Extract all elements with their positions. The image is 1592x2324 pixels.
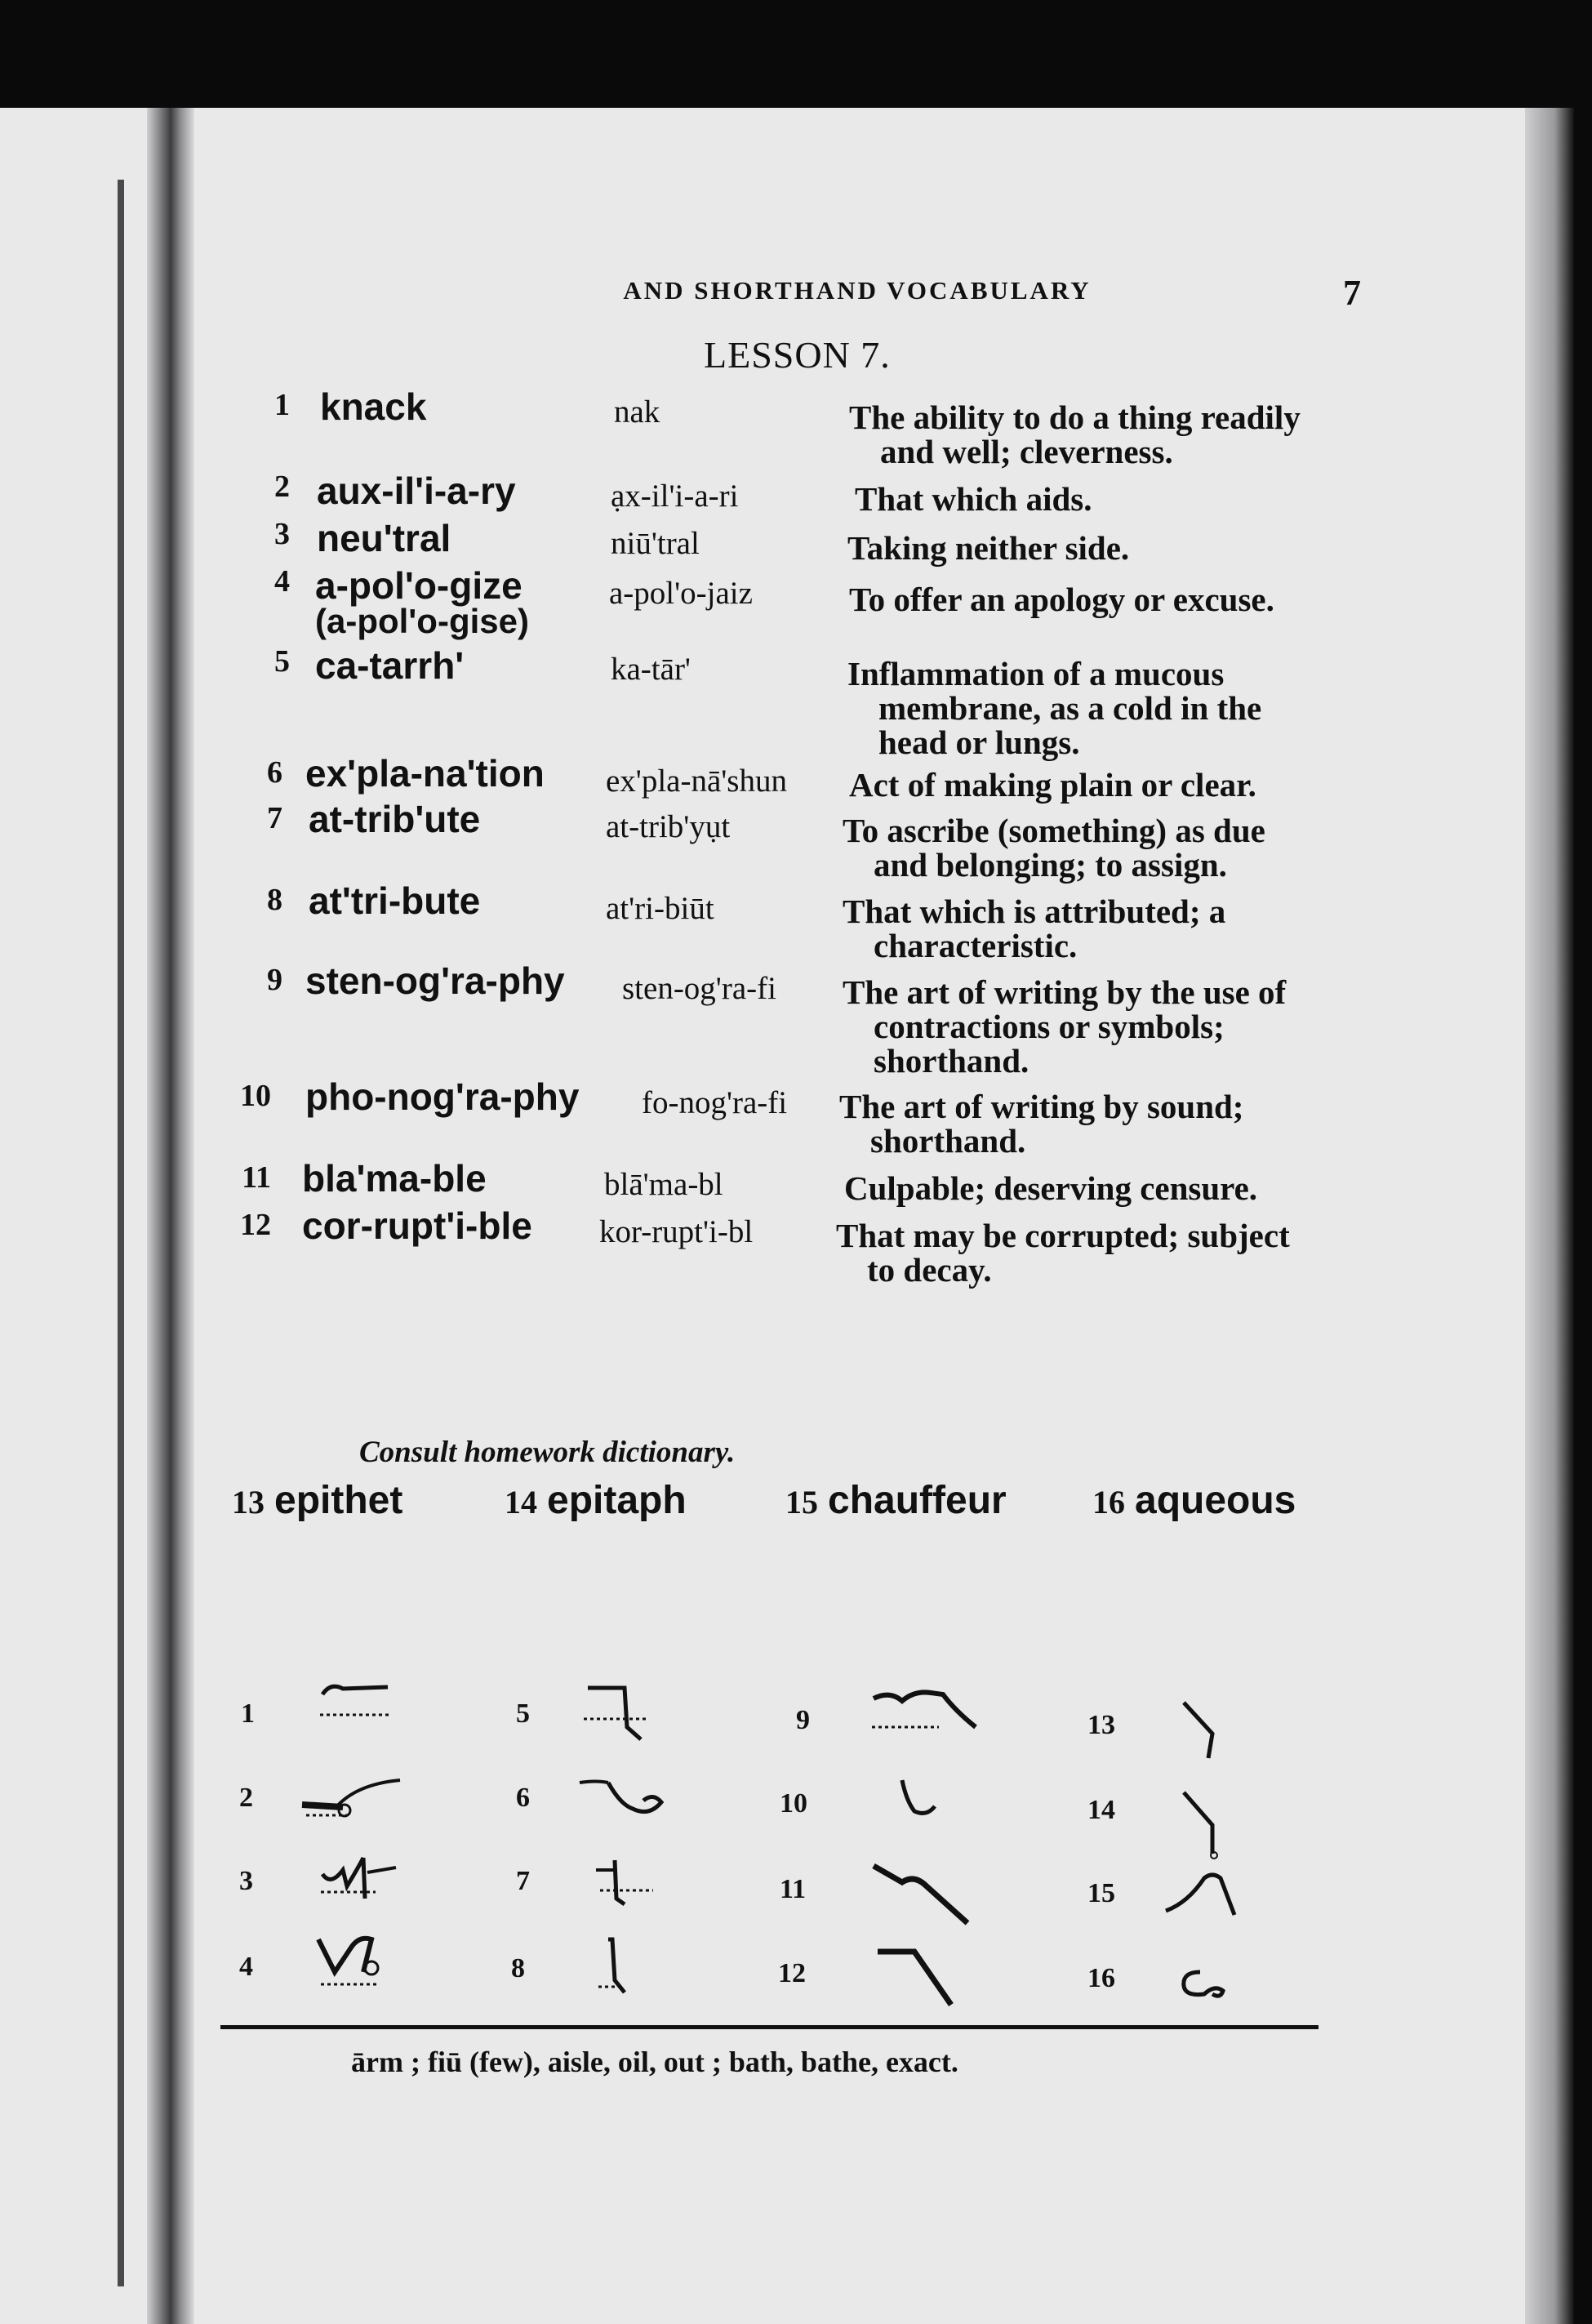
homework-number: 15 [785, 1484, 818, 1520]
consult-note: Consult homework dictionary. [359, 1436, 736, 1469]
entry-definition [847, 657, 1592, 759]
definition-line: Culpable; deserving censure. [844, 1169, 1258, 1207]
entry-pronunciation: ka-tār' [611, 652, 691, 687]
entry-number: 5 [274, 644, 290, 679]
shorthand-number: 2 [239, 1783, 253, 1813]
entry-number: 8 [267, 883, 282, 917]
shorthand-outline-5 [580, 1678, 686, 1756]
entry-word: aux-il'i-a-ry [317, 470, 516, 512]
homework-number: 13 [232, 1484, 265, 1520]
entry-number: 6 [267, 755, 282, 790]
shorthand-number: 11 [780, 1874, 807, 1904]
entry-number: 1 [274, 388, 290, 422]
entry-definition [839, 1089, 1592, 1158]
homework-word [1092, 1478, 1296, 1523]
definition-line: Taking neither side. [847, 529, 1130, 567]
definition-line: To offer an apology or excuse. [849, 581, 1274, 618]
shorthand-outline-11 [865, 1854, 988, 1943]
shorthand-outline-12 [874, 1939, 972, 2029]
shorthand-number: 13 [1087, 1710, 1115, 1740]
entry-definition [849, 400, 1592, 469]
entry-definition [855, 482, 1592, 516]
homework-term: chauffeur [828, 1479, 1007, 1522]
entry-number: 4 [274, 564, 290, 599]
shorthand-outline-14 [1176, 1780, 1241, 1870]
entry-word: sten-og'ra-phy [305, 959, 565, 1002]
shorthand-outline-2 [298, 1760, 412, 1825]
definition-line: shorthand. [874, 1042, 1029, 1080]
entry-number: 10 [240, 1079, 271, 1113]
entry-pronunciation: niū'tral [611, 526, 700, 561]
shorthand-number: 10 [780, 1788, 807, 1819]
definition-line: head or lungs. [878, 723, 1080, 761]
definition-line: Inflammation of a mucous [847, 655, 1225, 692]
pronunciation-key: ārm ; fiū (few), aisle, oil, out ; bath, bathe, exact. [351, 2046, 958, 2078]
entry-definition [849, 582, 1592, 617]
definition-line: and belonging; to assign. [874, 846, 1227, 884]
homework-word [232, 1478, 402, 1523]
gutter-line [118, 180, 124, 2286]
shorthand-number: 14 [1087, 1795, 1115, 1825]
definition-line: and well; cleverness. [880, 433, 1173, 470]
entry-number: 3 [274, 517, 290, 551]
shorthand-outline-9 [865, 1678, 996, 1752]
entry-definition [843, 894, 1592, 963]
page-number: 7 [1343, 273, 1361, 313]
entry-word: neu'tral [317, 517, 451, 559]
entry-number: 9 [267, 963, 282, 997]
definition-line: characteristic. [874, 927, 1078, 964]
shorthand-outline-3 [314, 1850, 412, 1915]
shorthand-outline-8 [592, 1931, 674, 2021]
entry-definition [843, 975, 1592, 1078]
shorthand-outline-4 [314, 1927, 404, 2009]
homework-word [505, 1478, 687, 1523]
homework-term: aqueous [1135, 1479, 1296, 1522]
homework-word [785, 1478, 1007, 1523]
entry-pronunciation: ạx-il'i-a-ri [611, 479, 739, 514]
homework-number: 16 [1092, 1484, 1125, 1520]
shorthand-outline-7 [592, 1854, 674, 1935]
entry-pronunciation: ex'pla-nā'shun [606, 764, 787, 799]
definition-line: That may be corrupted; subject [836, 1217, 1290, 1254]
entry-pronunciation: blā'ma-bl [604, 1167, 723, 1202]
footer-rule [220, 2025, 1319, 2029]
shorthand-outline-13 [1176, 1694, 1241, 1768]
shorthand-outline-10 [890, 1772, 963, 1837]
definition-line: That which aids. [855, 480, 1092, 518]
definition-line: That which is attributed; a [843, 893, 1226, 930]
shorthand-number: 3 [239, 1866, 253, 1896]
entry-word: cor-rupt'i-ble [302, 1204, 532, 1247]
definition-line: The art of writing by the use of [843, 973, 1287, 1011]
entry-pronunciation: nak [614, 394, 660, 430]
shorthand-outline-16 [1176, 1960, 1241, 2009]
entry-word: ca-tarrh' [315, 644, 465, 687]
entry-pronunciation: sten-og'ra-fi [622, 971, 776, 1006]
entry-pronunciation: kor-rupt'i-bl [599, 1214, 754, 1249]
shorthand-number: 15 [1087, 1878, 1115, 1908]
entry-word: at-trib'ute [309, 798, 481, 840]
entry-definition [847, 531, 1592, 565]
definition-line: Act of making plain or clear. [849, 766, 1256, 804]
entry-word: ex'pla-na'tion [305, 752, 545, 795]
entry-definition [836, 1218, 1592, 1287]
definition-line: contractions or symbols; [874, 1008, 1225, 1045]
entry-number: 7 [267, 801, 282, 835]
entry-definition [849, 768, 1592, 802]
entry-pronunciation: at-trib'yụt [606, 809, 731, 844]
entry-word: a-pol'o-gize [315, 564, 523, 607]
homework-term: epitaph [547, 1479, 687, 1522]
lesson-title: LESSON 7. [704, 334, 891, 376]
entry-word-variant: (a-pol'o-gise) [315, 602, 529, 640]
entry-definition [843, 813, 1592, 882]
entry-pronunciation: fo-nog'ra-fi [642, 1085, 788, 1120]
entry-number: 11 [242, 1160, 271, 1195]
shorthand-number: 4 [239, 1952, 253, 1982]
shorthand-number: 8 [511, 1953, 525, 1983]
entry-pronunciation: a-pol'o-jaiz [609, 576, 753, 611]
running-head: AND SHORTHAND VOCABULARY [623, 276, 1092, 305]
shorthand-number: 16 [1087, 1963, 1115, 1993]
definition-line: To ascribe (something) as due [843, 812, 1265, 849]
definition-line: membrane, as a cold in the [878, 689, 1262, 727]
entry-word: bla'ma-ble [302, 1157, 487, 1200]
shorthand-number: 1 [241, 1698, 255, 1729]
homework-number: 14 [505, 1484, 537, 1520]
definition-line: The ability to do a thing readily [849, 398, 1301, 436]
shorthand-outline-1 [310, 1674, 408, 1731]
entry-number: 12 [240, 1208, 271, 1242]
shorthand-number: 6 [516, 1783, 530, 1813]
shorthand-number: 9 [796, 1705, 810, 1735]
definition-line: to decay. [867, 1251, 992, 1289]
entry-word: at'tri-bute [309, 879, 481, 922]
shorthand-number: 5 [516, 1698, 530, 1729]
shorthand-outline-6 [571, 1768, 686, 1833]
entry-word: pho-nog'ra-phy [305, 1075, 580, 1118]
entry-word: knack [320, 385, 427, 428]
definition-line: The art of writing by sound; [839, 1088, 1244, 1125]
shorthand-number: 7 [516, 1866, 530, 1896]
entry-pronunciation: at'ri-biūt [606, 891, 714, 926]
page-gutter [147, 108, 194, 2324]
shorthand-outline-15 [1159, 1862, 1249, 1935]
shorthand-number: 12 [778, 1958, 806, 1988]
entry-definition [844, 1171, 1592, 1205]
definition-line: shorthand. [870, 1122, 1026, 1160]
entry-number: 2 [274, 470, 290, 504]
homework-term: epithet [274, 1479, 403, 1522]
